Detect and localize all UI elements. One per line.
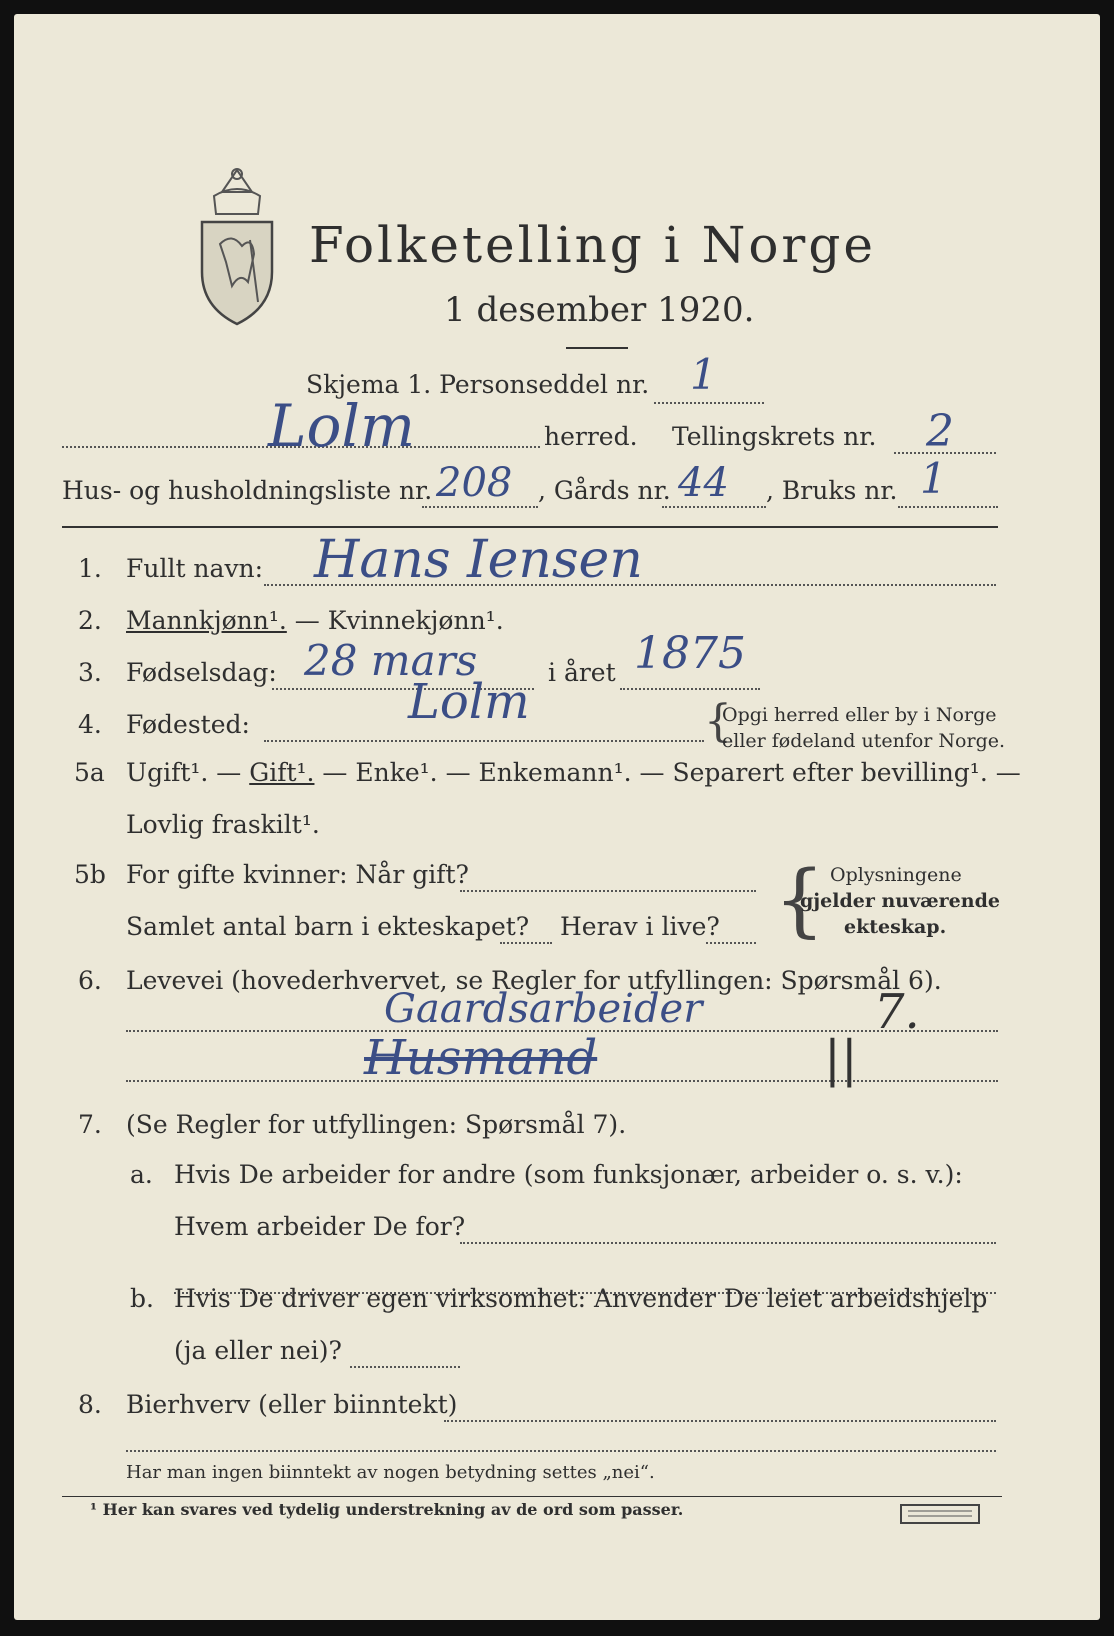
q8-number: 8. bbox=[78, 1390, 102, 1419]
tellingskrets-value: 2 bbox=[926, 406, 954, 457]
q3-number: 3. bbox=[78, 658, 102, 687]
q6-value-1-mark: 7. bbox=[874, 984, 920, 1040]
census-date: 1 desember 1920. bbox=[444, 290, 755, 330]
q5b-label3: Herav i live? bbox=[560, 912, 720, 941]
q2-number: 2. bbox=[78, 606, 102, 635]
q5a-ugift: Ugift¹. — bbox=[126, 758, 250, 787]
herred-value: Lolm bbox=[268, 392, 415, 460]
herred-label: herred. bbox=[544, 422, 638, 451]
q8-label: Bierhverv (eller biinntekt) bbox=[126, 1390, 458, 1419]
q5b-line3 bbox=[706, 942, 756, 944]
q4-note-1: Opgi herred eller by i Norge bbox=[722, 704, 997, 726]
q8-line1 bbox=[444, 1420, 996, 1422]
q4-line bbox=[264, 740, 704, 742]
q5b-note-1: Oplysningene bbox=[830, 864, 962, 886]
q7a-line1 bbox=[460, 1242, 996, 1244]
gards-label: , Gårds nr. bbox=[538, 476, 671, 505]
bruks-value: 1 bbox=[920, 454, 947, 503]
schema-label: Skjema 1. Personseddel nr. bbox=[306, 370, 650, 399]
bruks-line bbox=[898, 506, 998, 508]
hus-line bbox=[422, 506, 538, 508]
form-title: Folketelling i Norge bbox=[309, 216, 876, 274]
q5a-gift: Gift¹. bbox=[249, 758, 315, 787]
q2-separator: — bbox=[286, 606, 328, 635]
title-divider bbox=[566, 347, 628, 349]
q6-number: 6. bbox=[78, 966, 102, 995]
personseddel-value: 1 bbox=[690, 350, 717, 399]
tellingskrets-label: Tellingskrets nr. bbox=[672, 422, 877, 451]
q7-label: (Se Regler for utfyllingen: Spørsmål 7). bbox=[126, 1110, 627, 1139]
q5b-note-3: ekteskap. bbox=[844, 916, 947, 938]
q7a-label2: Hvem arbeider De for? bbox=[174, 1212, 466, 1241]
q5b-number: 5b bbox=[74, 860, 106, 889]
q5b-line1 bbox=[460, 890, 756, 892]
q5b-brace: { bbox=[774, 853, 825, 946]
q4-label: Fødested: bbox=[126, 710, 250, 739]
census-form bbox=[14, 14, 1100, 1620]
q7a-number: a. bbox=[130, 1160, 153, 1189]
q7b-label: Hvis De driver egen virksomhet: Anvender De leiet arbeidshjelp bbox=[174, 1284, 988, 1313]
q7-number: 7. bbox=[78, 1110, 102, 1139]
hus-label: Hus- og husholdningsliste nr. bbox=[62, 476, 433, 505]
q6-value-2-mark: || bbox=[824, 1030, 858, 1088]
q5b-note-2: gjelder nuværende bbox=[800, 890, 1000, 912]
q3-label: Fødselsdag: bbox=[126, 658, 277, 687]
q6-value-1: Gaardsarbeider bbox=[384, 986, 703, 1032]
q8-note: Har man ingen biinntekt av nogen betydning settes „nei“. bbox=[126, 1462, 655, 1483]
q5a-options bbox=[126, 758, 1021, 787]
footnote-rule bbox=[62, 1496, 1002, 1497]
q5a-rest: — Enke¹. — Enkemann¹. — Separert efter bevilling¹. — bbox=[314, 758, 1021, 787]
q7b-number: b. bbox=[130, 1284, 154, 1313]
q5a-line2: Lovlig fraskilt¹. bbox=[126, 810, 320, 839]
q6-value-2: Husmand bbox=[364, 1030, 598, 1086]
q1-value: Hans Iensen bbox=[314, 530, 643, 590]
footnote: ¹ Her kan svares ved tydelig understrekning av de ord som passer. bbox=[90, 1500, 684, 1519]
q3-year-line bbox=[620, 688, 760, 690]
q2-male-option: Mannkjønn¹. bbox=[126, 606, 287, 635]
header-rule bbox=[62, 526, 998, 528]
hus-value: 208 bbox=[436, 460, 513, 506]
q5b-line2 bbox=[500, 942, 552, 944]
q5b-label2: Samlet antal barn i ekteskapet? bbox=[126, 912, 530, 941]
bruks-label: , Bruks nr. bbox=[766, 476, 898, 505]
q4-number: 4. bbox=[78, 710, 102, 739]
coat-of-arms-icon bbox=[192, 162, 282, 327]
q6-label: Levevei (hovederhvervet, se Regler for utfyllingen: Spørsmål 6). bbox=[126, 966, 942, 995]
q4-brace: { bbox=[704, 696, 732, 747]
q2-options bbox=[126, 606, 504, 635]
printer-stamp bbox=[900, 1504, 980, 1524]
q7b-label2: (ja eller nei)? bbox=[174, 1336, 342, 1365]
personseddel-line bbox=[654, 402, 764, 404]
q8-line2 bbox=[126, 1450, 996, 1452]
q3-value: 28 mars bbox=[304, 636, 478, 685]
q5b-label1: For gifte kvinner: Når gift? bbox=[126, 860, 469, 889]
q7b-line bbox=[350, 1366, 460, 1368]
gards-line bbox=[662, 506, 766, 508]
q4-value: Lolm bbox=[408, 674, 530, 730]
q3-year-value: 1875 bbox=[634, 628, 746, 679]
q1-label: Fullt navn: bbox=[126, 554, 264, 583]
q1-number: 1. bbox=[78, 554, 102, 583]
q4-note-2: eller fødeland utenfor Norge. bbox=[722, 730, 1006, 752]
gards-value: 44 bbox=[678, 460, 729, 506]
q7a-label: Hvis De arbeider for andre (som funksjonær, arbeider o. s. v.): bbox=[174, 1160, 963, 1189]
q5a-number: 5a bbox=[74, 758, 105, 787]
q3-year-label: i året bbox=[548, 658, 616, 687]
q2-female-option: Kvinnekjønn¹. bbox=[327, 606, 504, 635]
